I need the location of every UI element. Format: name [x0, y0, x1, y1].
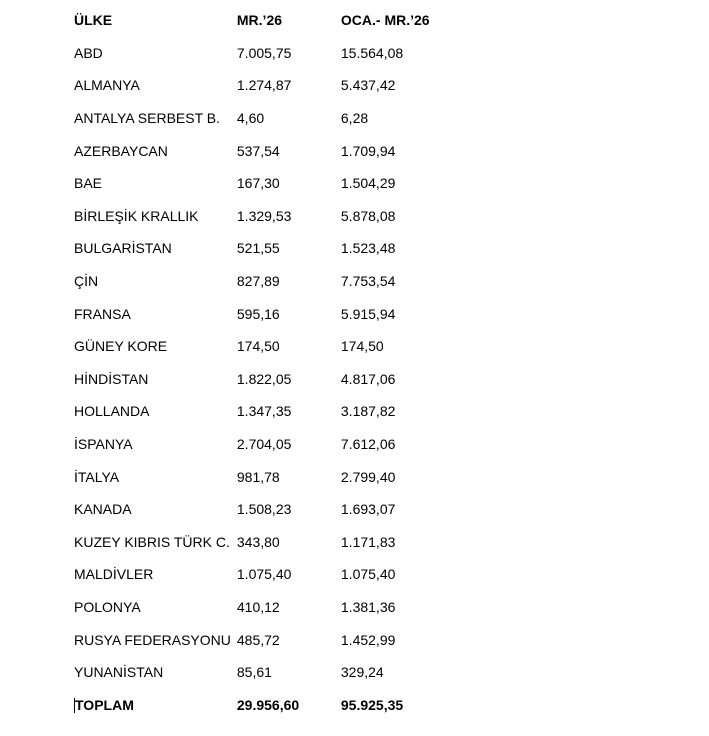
- table-header-row: [68, 4, 445, 37]
- country-cell: İTALYA: [74, 468, 120, 485]
- cumulative-cell: 5.437,42: [340, 77, 396, 94]
- country-cell: ANTALYA SERBEST B.: [74, 110, 221, 127]
- table-row: [68, 232, 445, 265]
- cumulative-cell: 2.799,40: [340, 468, 396, 485]
- cumulative-cell: 1.523,48: [340, 240, 396, 257]
- cumulative-cell: 5.915,94: [340, 305, 396, 322]
- cumulative-cell: 329,24: [340, 664, 384, 681]
- country-cell: HOLLANDA: [74, 403, 150, 420]
- cumulative-cell: 7.753,54: [340, 273, 396, 290]
- cumulative-cell: 5.878,08: [340, 207, 396, 224]
- cumulative-cell: 1.709,94: [340, 142, 396, 159]
- table-row: [68, 297, 445, 330]
- country-cell: ALMANYA: [74, 77, 140, 94]
- month-cell: 1.822,05: [236, 370, 292, 387]
- country-cell: AZERBAYCAN: [74, 142, 168, 159]
- table-row: [68, 395, 445, 428]
- total-label: TOPLAM: [75, 696, 134, 713]
- cumulative-cell: 15.564,08: [340, 44, 404, 61]
- month-cell: 1.347,35: [236, 403, 292, 420]
- month-cell: 537,54: [236, 142, 280, 159]
- country-cell: İSPANYA: [74, 436, 133, 453]
- month-cell: 85,61: [236, 664, 272, 681]
- header-country: ÜLKE: [74, 12, 113, 29]
- country-cell: BULGARİSTAN: [74, 240, 172, 257]
- month-cell: 1.508,23: [236, 501, 292, 518]
- cumulative-cell: 4.817,06: [340, 370, 396, 387]
- month-cell: 981,78: [236, 468, 280, 485]
- table-row: [68, 591, 445, 624]
- country-cell: FRANSA: [74, 305, 131, 322]
- country-cell: BAE: [74, 175, 103, 192]
- table-row: [68, 526, 445, 559]
- table-row: [68, 134, 445, 167]
- country-cell: POLONYA: [74, 598, 141, 615]
- country-cell: KANADA: [74, 501, 132, 518]
- month-cell: 595,16: [236, 305, 280, 322]
- cumulative-cell: 1.693,07: [340, 501, 396, 518]
- table-row: [68, 623, 445, 656]
- table-row: [68, 69, 445, 102]
- country-export-table: [68, 4, 445, 721]
- month-cell: 1.274,87: [236, 77, 292, 94]
- table-body: [68, 37, 445, 689]
- header-cumulative: OCA.- MR.’26: [340, 12, 430, 29]
- country-cell: ÇİN: [74, 273, 99, 290]
- table-row: [68, 167, 445, 200]
- table-row: [68, 656, 445, 689]
- table-row: [68, 428, 445, 461]
- total-country-cell[interactable]: [68, 688, 231, 721]
- total-cumulative-cell: 95.925,35: [340, 696, 404, 713]
- cumulative-cell: 6,28: [340, 110, 369, 127]
- month-cell: 174,50: [236, 338, 280, 355]
- cumulative-cell: 1.075,40: [340, 566, 396, 583]
- country-cell: RUSYA FEDERASYONU: [74, 631, 231, 648]
- country-cell: BİRLEŞİK KRALLIK: [74, 207, 199, 224]
- month-cell: 827,89: [236, 273, 280, 290]
- month-cell: 485,72: [236, 631, 280, 648]
- cumulative-cell: 1.452,99: [340, 631, 396, 648]
- cumulative-cell: 1.171,83: [340, 533, 396, 550]
- cumulative-cell: 3.187,82: [340, 403, 396, 420]
- country-cell: KUZEY KIBRIS TÜRK C.: [74, 533, 230, 550]
- country-cell: GÜNEY KORE: [74, 338, 168, 355]
- month-cell: 2.704,05: [236, 436, 292, 453]
- table-row: [68, 200, 445, 233]
- month-cell: 7.005,75: [236, 44, 292, 61]
- total-month-cell: 29.956,60: [236, 696, 300, 713]
- header-month: MR.’26: [236, 12, 283, 29]
- table-row: [68, 102, 445, 135]
- cumulative-cell: 7.612,06: [340, 436, 396, 453]
- table-total-row: [68, 688, 445, 721]
- month-cell: 410,12: [236, 598, 280, 615]
- table-row: [68, 37, 445, 70]
- country-cell: MALDİVLER: [74, 566, 154, 583]
- table-row: [68, 460, 445, 493]
- cumulative-cell: 1.504,29: [340, 175, 396, 192]
- month-cell: 1.075,40: [236, 566, 292, 583]
- table-row: [68, 265, 445, 298]
- table-row: [68, 330, 445, 363]
- month-cell: 343,80: [236, 533, 280, 550]
- month-cell: 1.329,53: [236, 207, 292, 224]
- table-row: [68, 558, 445, 591]
- month-cell: 167,30: [236, 175, 280, 192]
- country-cell: YUNANİSTAN: [74, 664, 164, 681]
- month-cell: 521,55: [236, 240, 280, 257]
- country-cell: HİNDİSTAN: [74, 370, 149, 387]
- country-cell: ABD: [74, 44, 103, 61]
- month-cell: 4,60: [236, 110, 265, 127]
- cumulative-cell: 1.381,36: [340, 598, 396, 615]
- table-row: [68, 363, 445, 396]
- table-row: [68, 493, 445, 526]
- cumulative-cell: 174,50: [340, 338, 384, 355]
